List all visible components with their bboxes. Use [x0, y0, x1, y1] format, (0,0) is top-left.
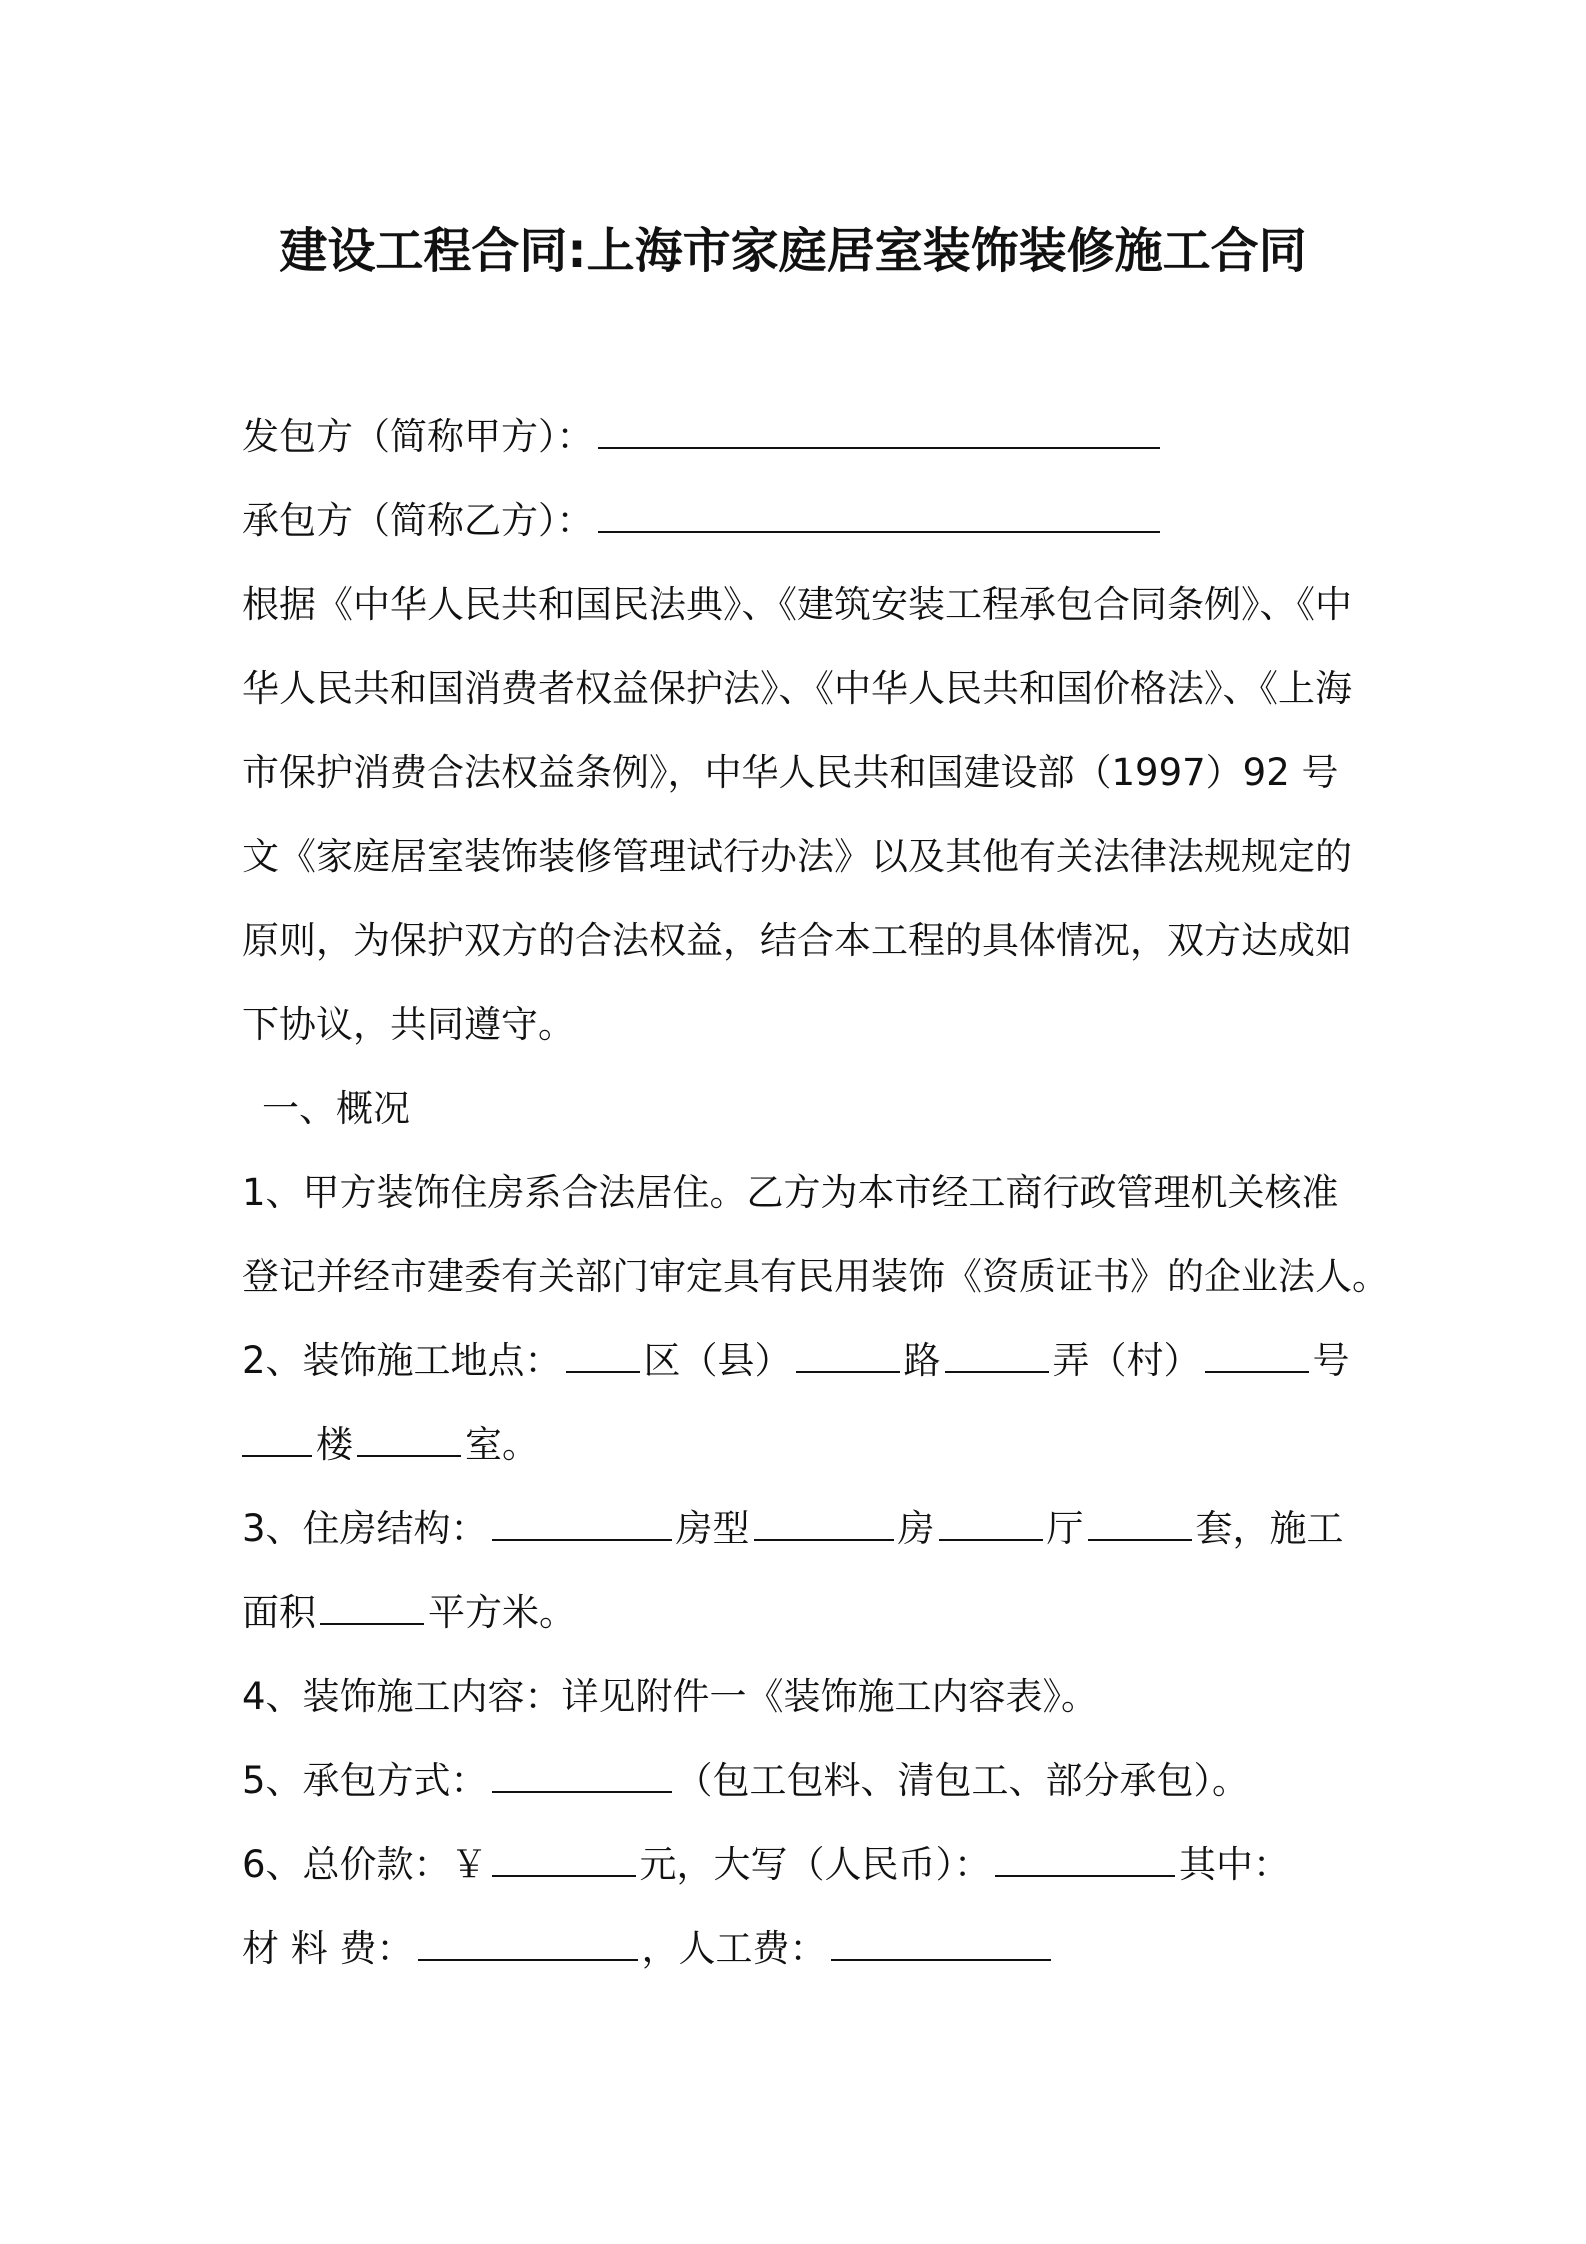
area-blank	[320, 1589, 424, 1625]
road-label: 路	[903, 1339, 941, 1382]
road-blank	[796, 1337, 900, 1373]
halls-blank	[1088, 1505, 1192, 1541]
district-blank	[566, 1337, 640, 1373]
contract-mode-blank	[492, 1757, 672, 1793]
building-label: 楼	[316, 1423, 353, 1466]
district-label: 区（县）	[643, 1339, 792, 1382]
item2-prefix: 2、装饰施工地点：	[242, 1339, 562, 1382]
total-price-blank	[492, 1841, 636, 1877]
item2-line	[242, 1336, 1350, 1386]
item2-line-2	[242, 1420, 539, 1470]
sets-label: 套，施工	[1195, 1507, 1344, 1550]
party-a-line	[242, 412, 1164, 462]
material-fee-blank	[418, 1925, 638, 1961]
party-a-label: 发包方（简称甲方）：	[242, 415, 594, 458]
item3-prefix: 3、住房结构：	[242, 1507, 488, 1550]
preamble-line: 原则，为保护双方的合法权益，结合本工程的具体情况，双方达成如	[242, 919, 1352, 962]
house-type-label: 房型	[675, 1507, 750, 1550]
structure-blank	[492, 1505, 672, 1541]
price-uppercase-blank	[995, 1841, 1175, 1877]
item6-line	[242, 1840, 1290, 1890]
number-blank	[1205, 1337, 1309, 1373]
labor-fee-label: ，人工费：	[641, 1927, 827, 1970]
party-b-label: 承包方（简称乙方）：	[242, 499, 594, 542]
halls-label: 厅	[1046, 1507, 1084, 1550]
item5-line	[242, 1756, 1249, 1806]
rooms-blank	[939, 1505, 1043, 1541]
preamble-line: 下协议，共同遵守。	[242, 1003, 575, 1046]
preamble-line: 市保护消费合法权益条例》，中华人民共和国建设部（1997）92 号	[242, 751, 1339, 794]
rooms-label: 房	[897, 1507, 935, 1550]
item1-line: 登记并经市建委有关部门审定具有民用装饰《资质证书》的企业法人。	[242, 1255, 1389, 1298]
document-title: 建设工程合同:上海市家庭居室装饰装修施工合同	[279, 223, 1307, 279]
area-label: 面积	[242, 1591, 316, 1634]
room-label: 室。	[465, 1423, 539, 1466]
party-b-blank	[598, 497, 1160, 533]
preamble-line: 根据《中华人民共和国民法典》、《建筑安装工程承包合同条例》、《中	[242, 583, 1352, 626]
preamble-line: 文《家庭居室装饰装修管理试行办法》以及其他有关法律法规规定的	[242, 835, 1352, 878]
area-unit: 平方米。	[428, 1591, 576, 1634]
room-blank	[357, 1421, 461, 1457]
item7-line	[242, 1924, 1055, 1974]
preamble-line: 华人民共和国消费者权益保护法》、《中华人民共和国价格法》、《上海	[242, 667, 1352, 710]
building-blank	[242, 1421, 312, 1457]
number-label: 号	[1312, 1339, 1350, 1382]
labor-fee-blank	[831, 1925, 1051, 1961]
item3-line-2	[242, 1588, 576, 1638]
material-fee-label: 材 料 费：	[242, 1927, 414, 1970]
item5-options: （包工包料、清包工、部分承包）。	[675, 1759, 1250, 1802]
house-type-blank	[754, 1505, 894, 1541]
item6-yuan: 元，大写（人民币）：	[639, 1843, 992, 1886]
item3-line	[242, 1504, 1344, 1554]
section-heading: 一、概况	[262, 1087, 410, 1130]
item4-line: 4、装饰施工内容：详见附件一《装饰施工内容表》。	[242, 1675, 1099, 1718]
item1-line: 1、甲方装饰住房系合法居住。乙方为本市经工商行政管理机关核准	[242, 1171, 1339, 1214]
lane-label: 弄（村）	[1052, 1339, 1201, 1382]
party-a-blank	[598, 413, 1160, 449]
item6-prefix: 6、总价款：￥	[242, 1843, 488, 1886]
party-b-line	[242, 496, 1164, 546]
item6-among: 其中：	[1179, 1843, 1291, 1886]
item5-prefix: 5、承包方式：	[242, 1759, 488, 1802]
lane-blank	[945, 1337, 1049, 1373]
